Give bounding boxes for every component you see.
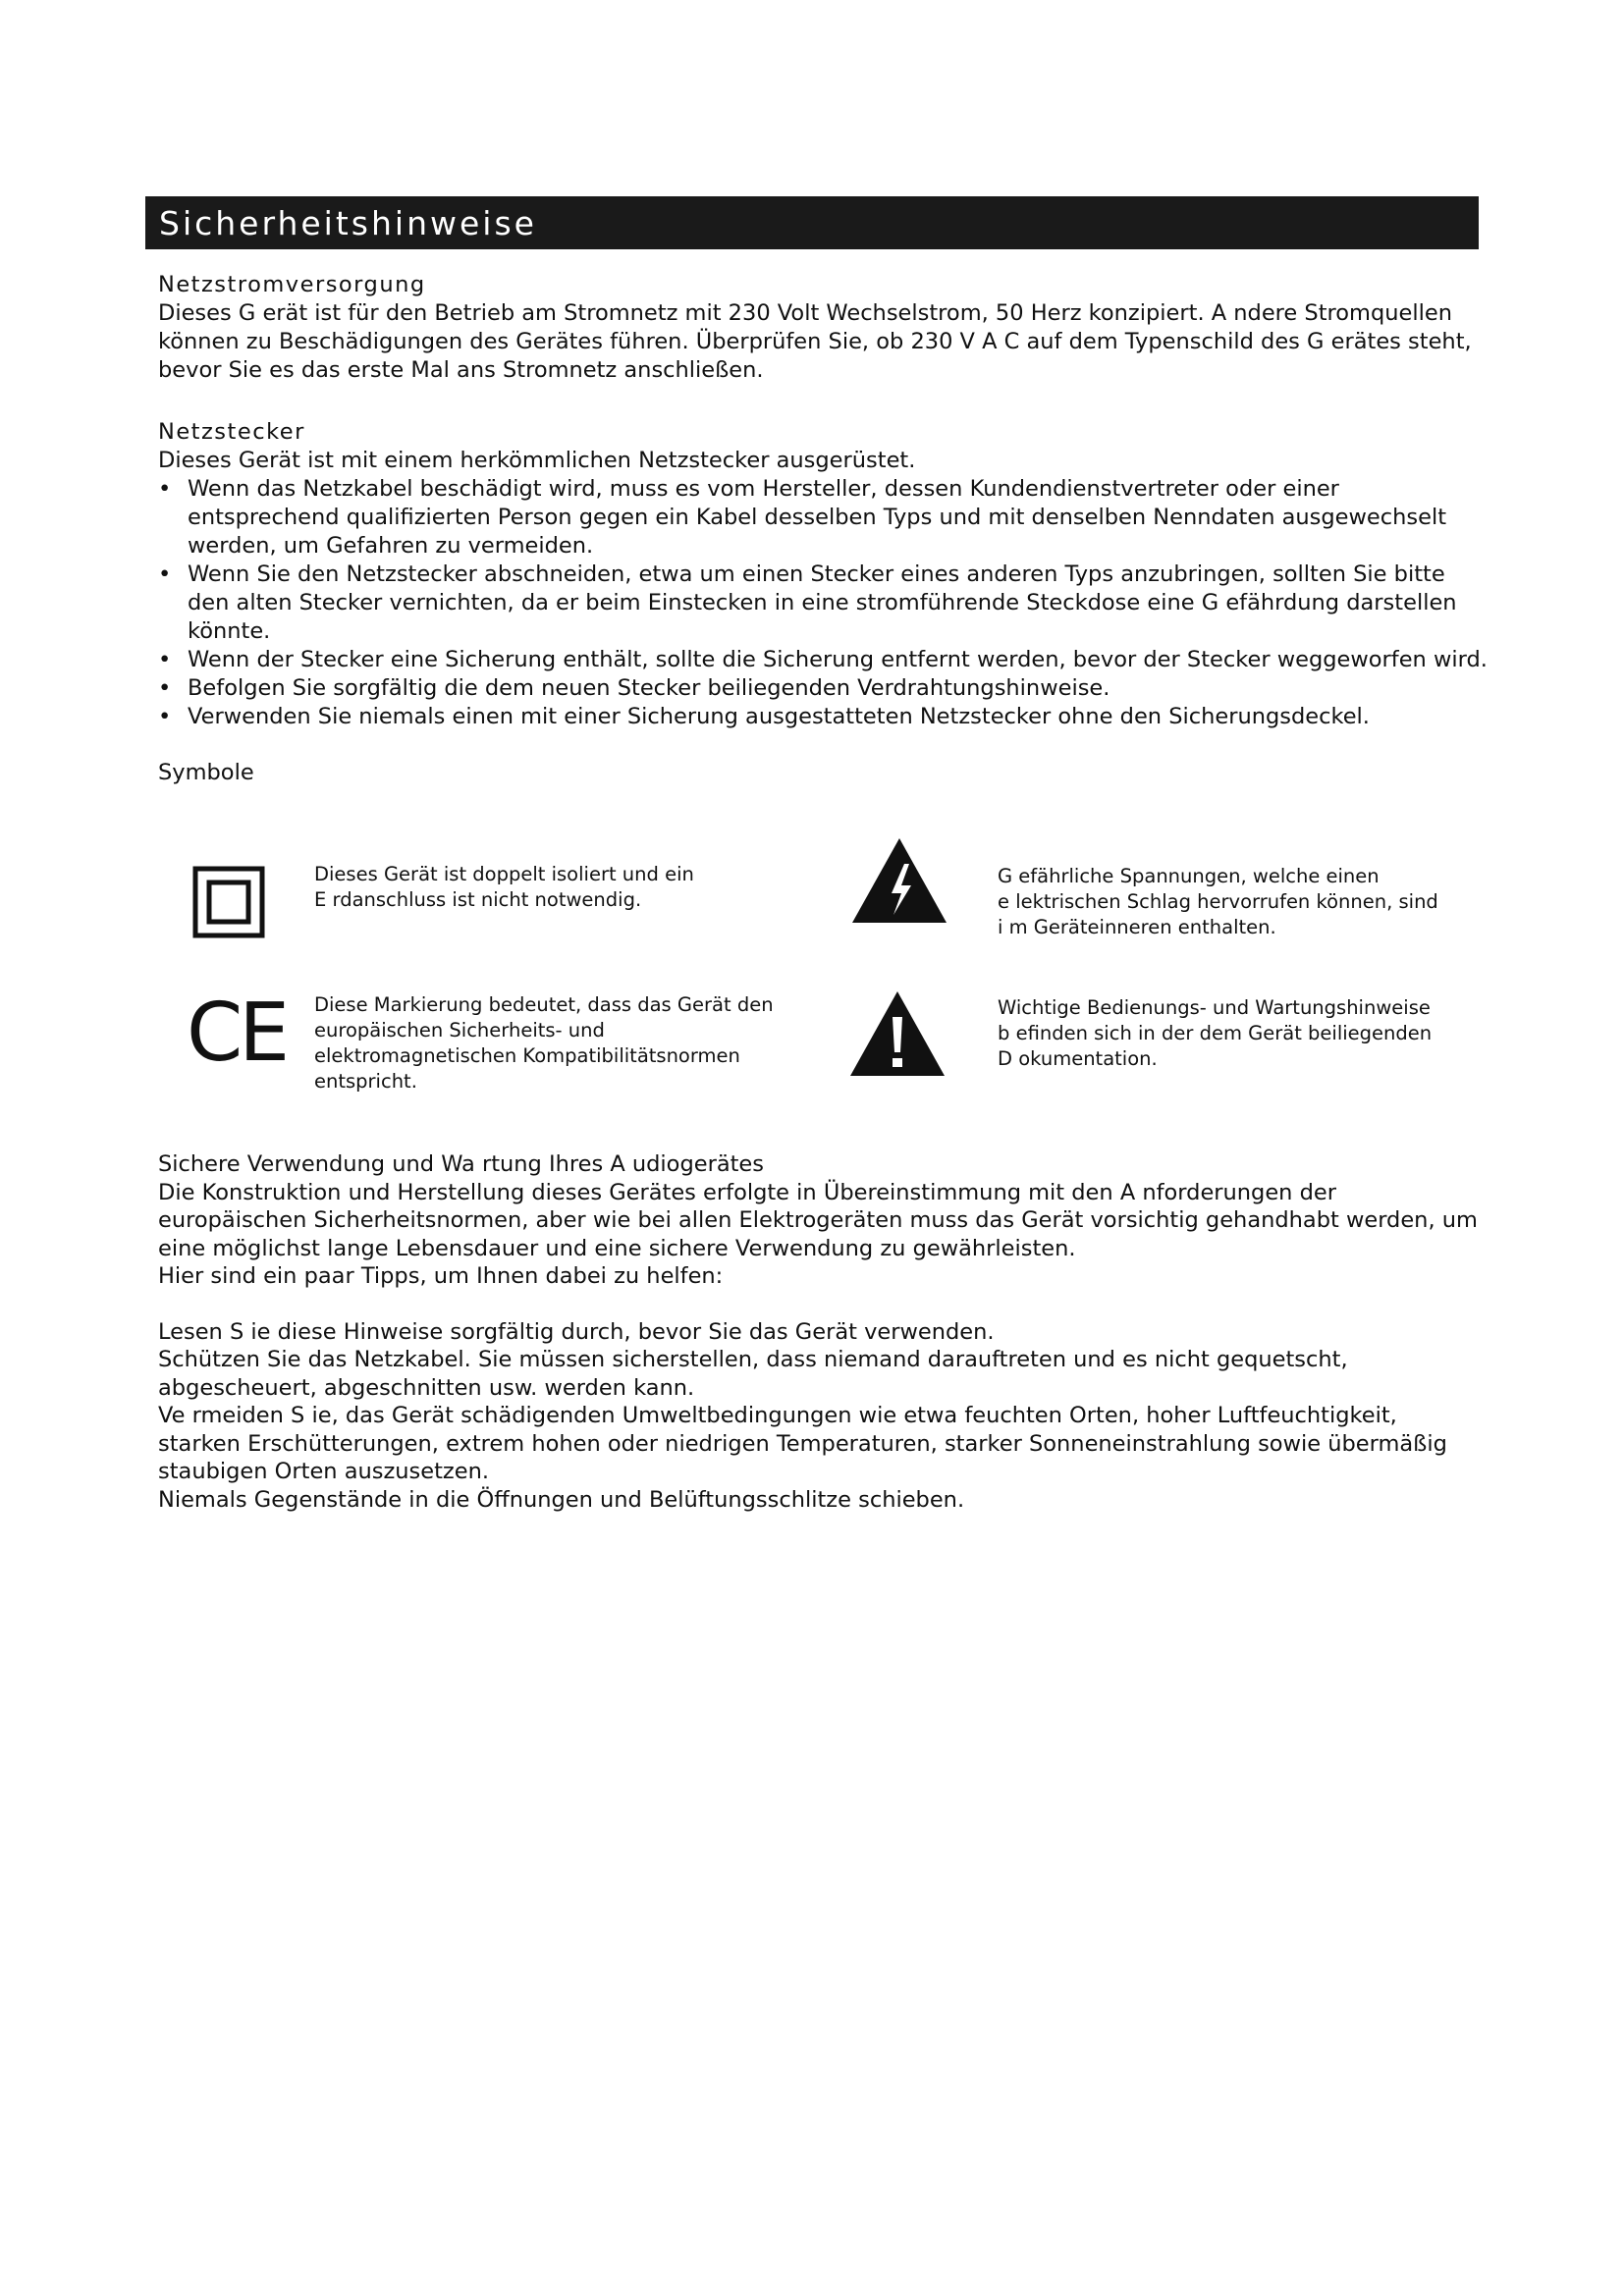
- list-item: • Befolgen Sie sorgfältig die dem neuen Stecker beiliegenden Verdrahtungshinweise.: [158, 674, 1533, 703]
- page-title: Sicherheitshinweise: [159, 203, 537, 242]
- tip-line: Schützen Sie das Netzkabel. Sie müssen sicherstellen, dass niemand darauftreten und es nicht gequetscht,: [158, 1347, 1348, 1372]
- ce-mark-text: Diese Markierung bedeutet, dass das Gerät den europäischen Sicherheits- und elektromagnetischen Kompatibilitätsnormen entspricht.: [314, 993, 774, 1093]
- tip-line: starken Erschütterungen, extrem hohen oder niedrigen Temperaturen, starker Sonneneinstrahlung sowie übermäßig: [158, 1430, 1447, 1457]
- power-line: können zu Beschädigungen des Gerätes führen. Überprüfen Sie, ob 230 V A C auf dem Typenschild des G erätes steht,: [158, 329, 1472, 354]
- safe-use-line: Die Konstruktion und Herstellung dieses Gerätes erfolgte in Übereinstimmung mit den A nforderungen der: [158, 1179, 1336, 1205]
- power-heading: Netzstromversorgung: [158, 272, 426, 297]
- power-line: bevor Sie es das erste Mal ans Stromnetz anschließen.: [158, 357, 764, 383]
- list-item: • Wenn das Netzkabel beschädigt wird, muss es vom Hersteller, dessen Kundendienstvertreter oder einer entsprechend qualifizierten Person gegen ein Kabel desselben Typs und mit denselben Nenndaten ausgewechselt werden, um Gefahren zu vermeiden.: [158, 475, 1493, 561]
- upper-content: [158, 271, 1533, 787]
- exclamation-warning-text: Wichtige Bedienungs- und Wartungshinweise b efinden sich in der dem Gerät beiliegenden D okumentation.: [998, 996, 1433, 1070]
- safe-use-line: europäischen Sicherheitsnormen, aber wie bei allen Elektrogeräten muss das Gerät vorsichtig gehandhabt werden, um: [158, 1207, 1478, 1233]
- plug-intro: Dieses Gerät ist mit einem herkömmlichen Netzstecker ausgerüstet.: [158, 448, 916, 473]
- safe-use-line: Hier sind ein paar Tipps, um Ihnen dabei zu helfen:: [158, 1263, 724, 1289]
- double-insulation-icon: [192, 866, 265, 938]
- safe-use-heading: Sichere Verwendung und Wa rtung Ihres A udiogerätes: [158, 1151, 764, 1177]
- exclamation-warning-icon: [848, 989, 947, 1078]
- list-item: • Wenn der Stecker eine Sicherung enthält, sollte die Sicherung entfernt werden, bevor der Stecker weggeworfen wird.: [158, 646, 1493, 674]
- ce-mark-icon: CE: [187, 987, 287, 1080]
- page-title-bar: [145, 196, 1479, 249]
- lightning-warning-text: G efährliche Spannungen, welche einen e lektrischen Schlag hervorrufen können, sind i m Geräteinneren enthalten.: [998, 865, 1438, 938]
- double-insulation-text: Dieses Gerät ist doppelt isoliert und ein E rdanschluss ist nicht notwendig.: [314, 863, 694, 911]
- plug-bullet-list: [158, 475, 1533, 731]
- list-item: • Verwenden Sie niemals einen mit einer Sicherung ausgestatteten Netzstecker ohne den Sicherungsdeckel.: [158, 703, 1533, 731]
- tip-line: abgescheuert, abgeschnitten usw. werden kann.: [158, 1374, 695, 1401]
- tip-line: Lesen S ie diese Hinweise sorgfältig durch, bevor Sie das Gerät verwenden.: [158, 1318, 995, 1345]
- safe-use-line: eine möglichst lange Lebensdauer und eine sichere Verwendung zu gewährleisten.: [158, 1235, 1076, 1261]
- tip-line: staubigen Orten auszusetzen.: [158, 1459, 489, 1484]
- list-item: • Wenn Sie den Netzstecker abschneiden, etwa um einen Stecker eines anderen Typs anzubringen, sollten Sie bitte den alten Stecker vernichten, da er beim Einstecken in eine stromführende Steckdose eine G efährdung darstellen könnte.: [158, 561, 1493, 646]
- power-line: Dieses G erät ist für den Betrieb am Stromnetz mit 230 Volt Wechselstrom, 50 Herz konzipiert. A ndere Stromquellen: [158, 300, 1452, 326]
- tip-line: Ve rmeiden S ie, das Gerät schädigenden Umweltbedingungen wie etwa feuchten Orten, hoher Luftfeuchtigkeit,: [158, 1403, 1397, 1428]
- lower-content: [158, 1150, 1533, 1514]
- tip-line: Niemals Gegenstände in die Öffnungen und Belüftungsschlitze schieben.: [158, 1486, 965, 1513]
- plug-heading: Netzstecker: [158, 419, 305, 445]
- symbols-heading: Symbole: [158, 760, 254, 785]
- lightning-warning-icon: [850, 836, 948, 925]
